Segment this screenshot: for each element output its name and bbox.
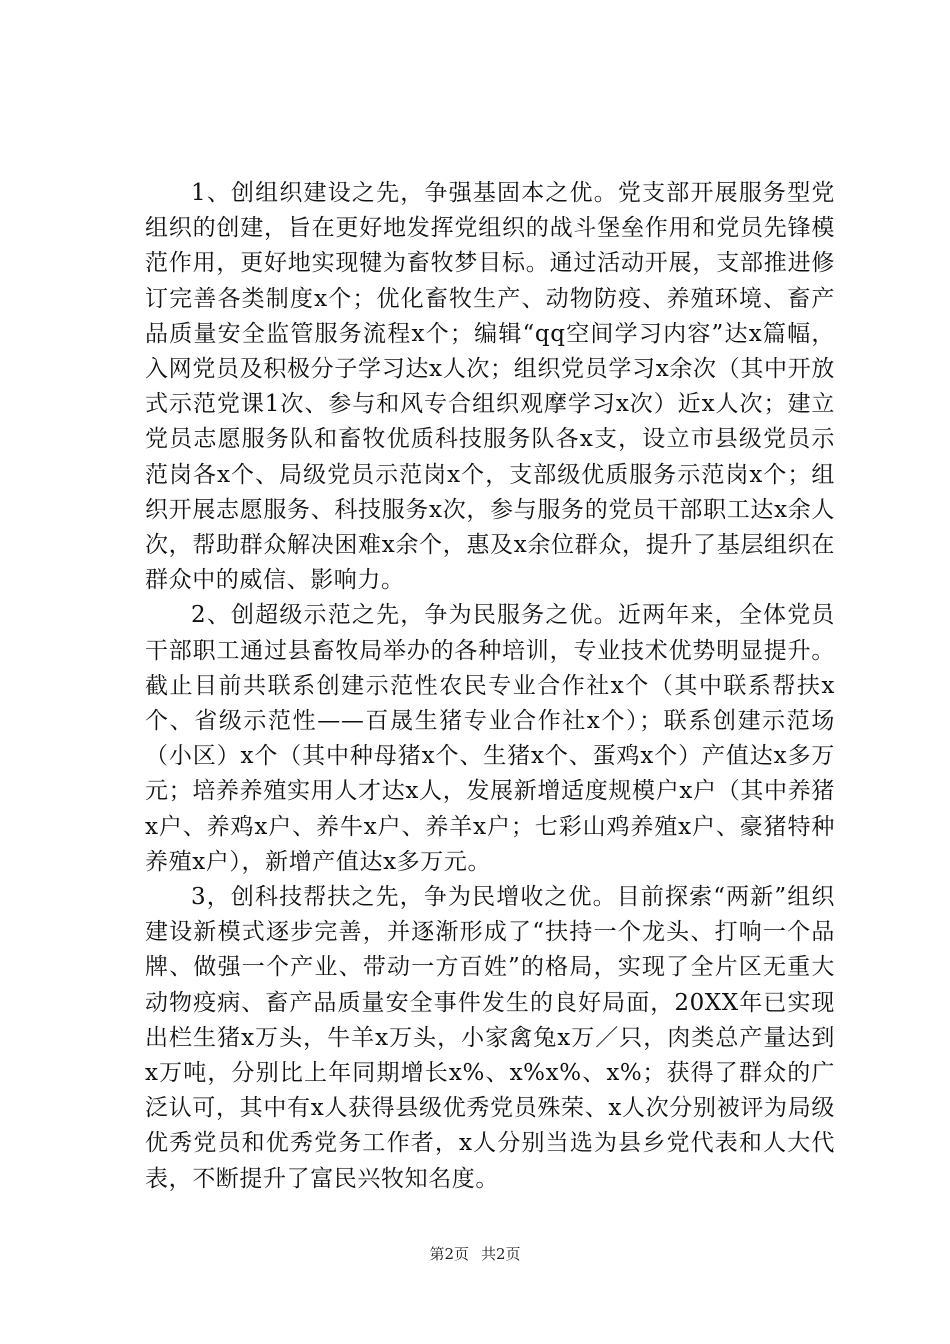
page-number-current: 第2页 xyxy=(429,1245,469,1263)
page-footer xyxy=(0,1244,950,1264)
page-number-total: 共2页 xyxy=(481,1245,521,1263)
paragraph-2: 2、创超级示范之先，争为民服务之优。近两年来，全体党员干部职工通过县畜牧局举办的各种培训，专业技术优势明显提升。截止目前共联系创建示范性农民专业合作社x个（其中联系帮扶x个、省级示范性——百晟生猪专业合作社x个）；联系创建示范场（小区）x个（其中种母猪x个、生猪x个、蛋鸡x个）产值达x多万元；培养养殖实用人才达x人，发展新增适度规模户x户（其中养猪x户、养鸡x户、养牛x户、养羊x户；七彩山鸡养殖x户、豪猪特种养殖x户），新增产值达x多万元。 xyxy=(145,602,835,875)
paragraph-3: 3，创科技帮扶之先，争为民增收之优。目前探索“两新”组织建设新模式逐步完善，并逐渐形成了“扶持一个龙头、打响一个品牌、做强一个产业、带动一方百姓”的格局，实现了全片区无重大动物疫病、畜产品质量安全事件发生的良好局面，20XX年已实现出栏生猪x万头，牛羊x万头，小家禽兔x万／只，肉类总产量达到x万吨，分别比上年同期增长x%、x%x%、x%；获得了群众的广泛认可，其中有x人获得县级优秀党员殊荣、x人次分别被评为局级优秀党员和优秀党务工作者，x人分别当选为县乡党代表和人大代表，不断提升了富民兴牧知名度。 xyxy=(145,884,835,1192)
document-body xyxy=(145,176,835,1197)
paragraph-1: 1、创组织建设之先，争强基固本之优。党支部开展服务型党组织的创建，旨在更好地发挥党组织的战斗堡垒作用和党员先锋模范作用，更好地实现犍为畜牧梦目标。通过活动开展，支部推进修订完善各类制度x个；优化畜牧生产、动物防疫、养殖环境、畜产品质量安全监管服务流程x个；编辑“qq空间学习内容”达x篇幅，入网党员及积极分子学习达x人次；组织党员学习x余次（其中开放式示范党课1次、参与和风专合组织观摩学习x次）近x人次；建立党员志愿服务队和畜牧优质科技服务队各x支，设立市县级党员示范岗各x个、局级党员示范岗x个，支部级优质服务示范岗x个；组织开展志愿服务、科技服务x次，参与服务的党员干部职工达x余人次，帮助群众解决困难x余个，惠及x余位群众，提升了基层组织在群众中的威信、影响力。 xyxy=(145,180,835,594)
